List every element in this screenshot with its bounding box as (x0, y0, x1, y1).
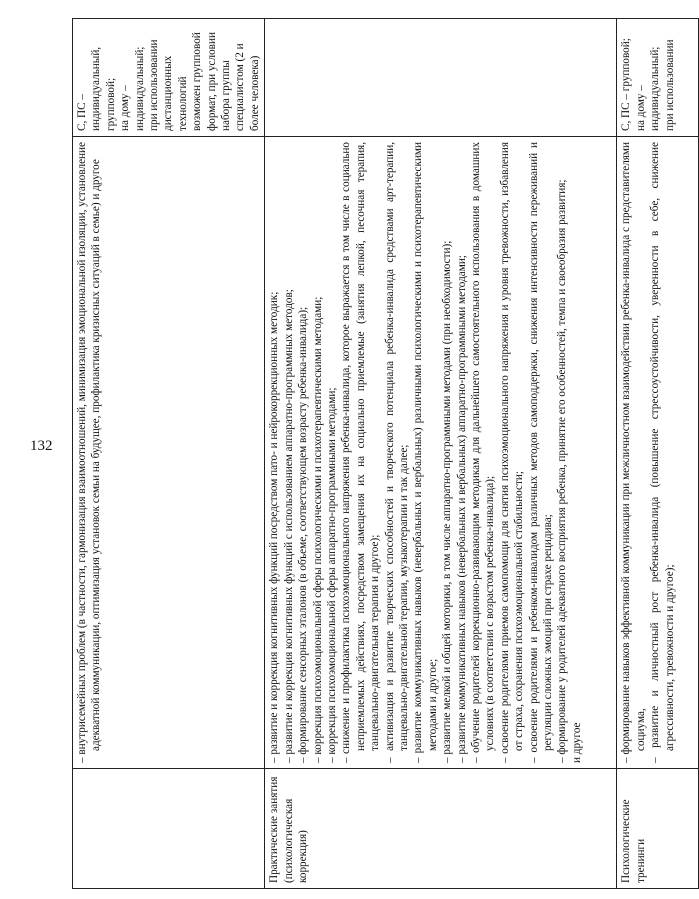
table-row (265, 19, 617, 889)
form-line: возможен групповой (191, 32, 204, 131)
service-content-cell (73, 137, 265, 769)
form-line: технологий (176, 76, 189, 131)
form-line: специалистом (2 и (234, 43, 247, 131)
service-name-cell: Психологические тренинги (617, 769, 699, 889)
service-content-cell (617, 137, 699, 769)
table-row (73, 19, 265, 889)
form-line: С, ПС – (76, 94, 88, 131)
form-line: дистанционных (162, 55, 175, 131)
content-list-item: – активизация и развитие творческих способностей и творческого потенциала ребенка-инвалида средствами арт-терапии, танцевально-двигательной терапии, музыкотерапии и так далее; (383, 142, 412, 763)
content-list-item: – развитие и коррекция когнитивных функций с использованием аппаратно-программных методов; (282, 142, 296, 763)
form-line: групповой; (104, 77, 117, 131)
content-list-item: – развитие мелкой и общей моторики, в том числе аппаратно-программными методами (при необходимости); (440, 142, 454, 763)
form-line: более человека) (248, 55, 261, 131)
content-list-item: – снижение и профилактика психоэмоционального напряжения ребенка-инвалида, которое выражается в том числе в социально неприемлемых действиях, посредством замещения их на социально приемлемые (занятия лепкой, песочная терапия, танцевально-двигательная терапия и другое); (339, 142, 382, 763)
content-list-item: – развитие и коррекция когнитивных функций посредством пато- и нейрокоррекционных методик; (267, 142, 281, 763)
content-list-item: – развитие и личностный рост ребенка-инвалида (повышение стрессоустойчивости, уверенности в себе, снижение агрессивности, тревожности и другое); (648, 142, 677, 763)
service-form-cell (265, 19, 617, 137)
service-form-cell (617, 19, 699, 137)
form-line: формат, при условии (205, 32, 218, 131)
content-list-item: – развитие коммуникативных навыков (невербальных и вербальных) различными психологическими и психотерапевтическими методами и другое; (411, 142, 440, 763)
page-number: 132 (30, 438, 53, 454)
content-list-item: – коррекция психоэмоциональной сферы психологическими и психотерапевтическими методами; (311, 142, 325, 763)
content-list-item: – формирование у родителей адекватного восприятия ребенка, принятие его особенностей, темпа и своеобразия развития; (555, 142, 569, 763)
form-line: индивидуальный, (90, 46, 103, 131)
content-list-item: – развитие коммуникативных навыков (невербальных и вербальных) аппаратно-программными методами; (455, 142, 469, 763)
services-table (72, 18, 699, 889)
service-name-cell: Практические занятия (психологическая коррекция) (265, 769, 617, 889)
content-list-item: – формирование навыков эффективной коммуникации при межличностном взаимодействии ребенка-инвалида с представителями социума, (619, 142, 648, 763)
form-line: индивидуальный; (133, 46, 146, 131)
form-line: при использовании (148, 39, 161, 131)
service-name-cell (73, 769, 265, 889)
content-list-item: – освоение родителями приемов самопомощи для снятия психоэмоционального напряжения и уровня тревожности, избавления от страха, сохранения психоэмоциональной стабильности; (498, 142, 527, 763)
content-list-item: – освоение родителями и ребенком-инвалидом различных методов самоподдержки, снижения интенсивности переживаний и регуляции сложных эмоций при страхе рецидива; (527, 142, 556, 763)
content-list-item: – коррекция психоэмоциональной сферы аппаратно-программными методами; (325, 142, 339, 763)
table-row (617, 19, 699, 889)
form-line: на дому – (119, 85, 132, 131)
service-form-cell (73, 19, 265, 137)
services-table-body (73, 19, 699, 889)
form-line: С, ПС – групповой; (620, 38, 633, 131)
form-line: на дому – (634, 85, 647, 131)
content-list-item: – внутрисемейных проблем (в частности, гармонизация взаимоотношений, минимизация эмоциональной изоляции, установление адекватной коммуникации, оптимизация установок семьи на будущее, профилактика кризисных ситуаций в семье) и другое (75, 142, 104, 763)
content-list-item: – формирование сенсорных эталонов (в объеме, соответствующем возрасту ребенка-инвалида); (296, 142, 310, 763)
service-content-cell (265, 137, 617, 769)
form-line: индивидуальный; (649, 46, 662, 131)
content-tail-text: и другое (570, 722, 583, 763)
form-line: набора группы (220, 60, 233, 131)
form-line: при использовании (663, 39, 676, 131)
content-list-item: – обучение родителей коррекционно-развивающим методикам для дальнейшего самостоятельного использования в домашних условиях (в соответствии с возрастом ребенка-инвалида); (469, 142, 498, 763)
